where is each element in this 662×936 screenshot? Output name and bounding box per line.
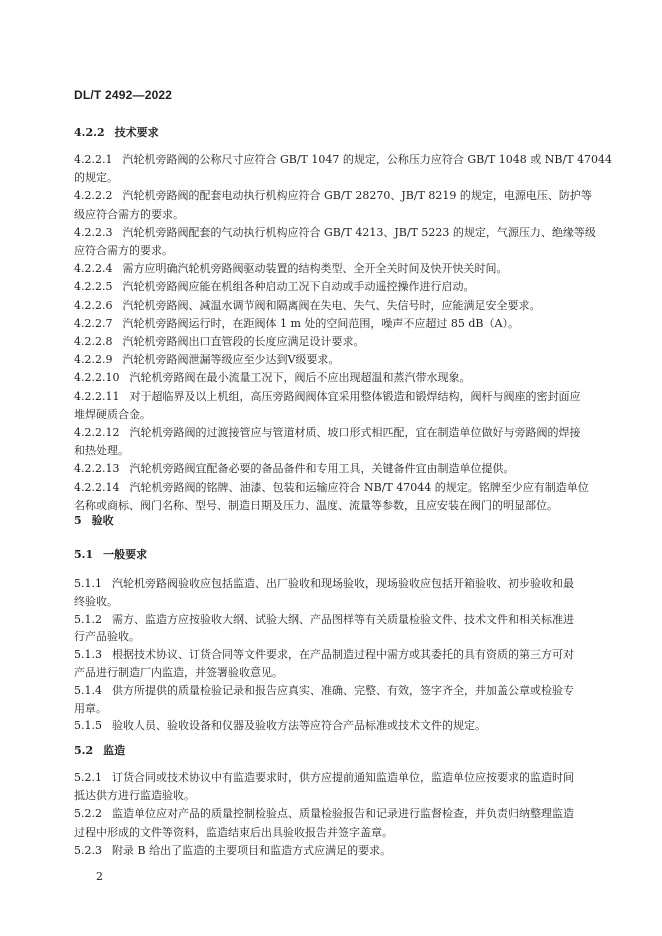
section-number: 5.2 (74, 744, 94, 757)
clause-text: 根据技术协议、订货合同等文件要求，在产品制造过程中需方或其委托的具有资质的第三方可对 (112, 648, 574, 662)
clause-first-line (74, 152, 612, 167)
clause-first-line (74, 334, 364, 349)
section-number: 5 (74, 514, 82, 527)
clause-first-line (74, 647, 574, 662)
clause-number: 4.2.2.4 (74, 262, 113, 276)
clause-first-line (74, 843, 391, 858)
clause-text: 汽轮机旁路阀应能在机组各种启动工况下自动或手动遥控操作进行启动。 (122, 280, 475, 294)
clause-text: 监造单位应对产品的质量控制检验点、质量检验报告和记录进行监督检查，并负责归纳整理监造 (112, 807, 574, 821)
section-5-1-heading (74, 546, 147, 562)
clause-number: 5.1.1 (74, 577, 102, 590)
clause-first-line (74, 612, 574, 627)
clause-text: 汽轮机旁路阀的配套电动执行机构应符合 GB/T 28270、JB/T 8219 的规定，电源电压、防护等 (122, 189, 592, 203)
page-number: 2 (96, 870, 103, 883)
clause-number: 5.1.2 (74, 612, 102, 626)
clause-text: 附录 B 给出了监造的主要项目和监造方式应满足的要求。 (112, 843, 392, 857)
clause-text: 需方、监造方应按验收大纲、试验大纲、产品图样等有关质量检验文件、技术文件和相关标准进 (112, 612, 574, 626)
clause-continuation-line: 抵达供方进行监造验收。 (74, 789, 195, 803)
clause-first-line (74, 316, 519, 331)
clause-number: 5.1.4 (74, 683, 102, 697)
clause-first-line (74, 576, 574, 591)
clause-number: 4.2.2.9 (74, 353, 113, 367)
clause-continuation-line: 应符合需方的要求。 (74, 244, 173, 257)
clause-text: 汽轮机旁路阀在最小流量工况下，阀后不应出现超温和蒸汽带水现象。 (129, 371, 471, 385)
clause-continuation-line: 产品进行制造厂内监造，并签署验收意见。 (74, 666, 283, 679)
clause-number: 4.2.2.13 (74, 462, 120, 476)
clause-first-line (74, 225, 596, 240)
clause-number: 5.2.2 (74, 807, 102, 821)
clause-text: 汽轮机旁路阀的铭牌、油漆、包装和运输应符合 NB/T 47044 的规定。铭牌至少应有制造单位 (129, 480, 589, 494)
clause-continuation-line: 用章。 (74, 701, 107, 715)
clause-first-line (74, 770, 574, 785)
clause-number: 4.2.2.8 (74, 335, 113, 348)
clause-first-line (74, 261, 507, 276)
clause-first-line (74, 480, 589, 495)
clause-first-line (74, 718, 486, 733)
clause-number: 4.2.2.10 (74, 371, 120, 385)
clause-number: 5.1.3 (74, 648, 102, 662)
clause-number: 5.2.1 (74, 771, 102, 784)
section-title: 一般要求 (103, 548, 148, 561)
clause-number: 4.2.2.6 (74, 298, 113, 312)
clause-number: 4.2.2.14 (74, 480, 120, 494)
clause-text: 汽轮机旁路阀宜配备必要的备品备件和专用工具，关键备件宜由制造单位提供。 (129, 462, 515, 476)
clause-number: 4.2.2.7 (74, 316, 113, 330)
clause-first-line (74, 352, 339, 367)
clause-continuation-line: 级应符合需方的要求。 (74, 207, 184, 221)
clause-continuation-line: 名称或商标、阀门名称、型号、制造日期及压力、温度、流量等参数，且应安装在阀门的明显部位。 (74, 498, 558, 512)
section-4-2-2-heading (74, 124, 159, 140)
clause-first-line (74, 298, 540, 313)
section-title: 验收 (91, 514, 114, 527)
clause-number: 4.2.2.5 (74, 280, 113, 294)
section-5-2-heading (74, 742, 125, 758)
section-number: 5.1 (74, 548, 94, 561)
clause-text: 汽轮机旁路阀、减温水调节阀和隔离阀在失电、失气、失信号时，应能满足安全要求。 (122, 298, 541, 312)
clause-text: 订货合同或技术协议中有监造要求时，供方应提前通知监造单位，监造单位应按要求的监造时间 (112, 771, 574, 784)
clause-text: 汽轮机旁路阀泄漏等级应至少达到Ⅴ级要求。 (122, 353, 340, 367)
clause-first-line (74, 370, 470, 385)
clause-first-line (74, 683, 574, 698)
clause-text: 需方应明确汽轮机旁路阀驱动装置的结构类型、全开全关时间及快开快关时间。 (122, 262, 508, 276)
clause-text: 汽轮机旁路阀的公称尺寸应符合 GB/T 1047 的规定，公称压力应符合 GB/T 1048 或 NB/T 47044 (122, 153, 613, 166)
clause-number: 4.2.2.12 (74, 426, 120, 439)
section-title: 技术要求 (114, 126, 159, 139)
clause-number: 5.2.3 (74, 843, 102, 857)
clause-text: 汽轮机旁路阀的过渡接管应与管道材质、坡口形式相匹配，宜在制造单位做好与旁路阀的焊接 (129, 426, 581, 439)
clause-continuation-line: 和热处理。 (74, 444, 129, 458)
clause-text: 汽轮机旁路阀出口直管段的长度应满足设计要求。 (122, 335, 365, 348)
doc-code-header: DL/T 2492—2022 (74, 88, 173, 102)
clause-number: 4.2.2.1 (74, 153, 113, 166)
section-number: 4.2.2 (74, 126, 105, 139)
clause-number: 4.2.2.3 (74, 225, 113, 239)
clause-first-line (74, 806, 574, 821)
clause-text: 汽轮机旁路阀配套的气动执行机构应符合 GB/T 4213、JB/T 5223 的规定，气源压力、绝缘等级 (122, 225, 596, 239)
clause-continuation-line: 过程中形成的文件等资料，监造结束后出具验收报告并签字盖章。 (74, 825, 393, 839)
clause-text: 供方所提供的质量检验记录和报告应真实、准确、完整、有效，签字齐全，并加盖公章或检验专 (112, 683, 574, 697)
clause-number: 5.1.5 (74, 719, 102, 733)
clause-text: 汽轮机旁路阀运行时，在距阀体 1 m 处的空间范围，噪声不应超过 85 dB（A）。 (122, 316, 519, 330)
clause-continuation-line: 的规定。 (74, 171, 118, 185)
clause-continuation-line: 终验收。 (74, 594, 118, 608)
clause-number: 4.2.2.2 (74, 189, 113, 203)
section-5-heading (74, 512, 114, 528)
section-title: 监造 (103, 744, 126, 757)
clause-text: 对于超临界及以上机组，高压旁路阀阀体宜采用整体锻造和锻焊结构，阀杆与阀座的密封面应 (129, 389, 581, 403)
clause-first-line (74, 389, 580, 404)
clause-first-line (74, 425, 580, 440)
clause-text: 验收人员、验收设备和仪器及验收方法等应符合产品标准或技术文件的规定。 (112, 719, 486, 733)
clause-continuation-line: 行产品验收。 (74, 630, 140, 644)
clause-first-line (74, 279, 474, 294)
clause-text: 汽轮机旁路阀验收应包括监造、出厂验收和现场验收，现场验收应包括开箱验收、初步验收和最 (112, 577, 574, 590)
clause-continuation-line: 堆焊硬质合金。 (74, 407, 151, 421)
clause-first-line (74, 188, 592, 203)
clause-first-line (74, 461, 514, 476)
clause-number: 4.2.2.11 (74, 389, 120, 403)
